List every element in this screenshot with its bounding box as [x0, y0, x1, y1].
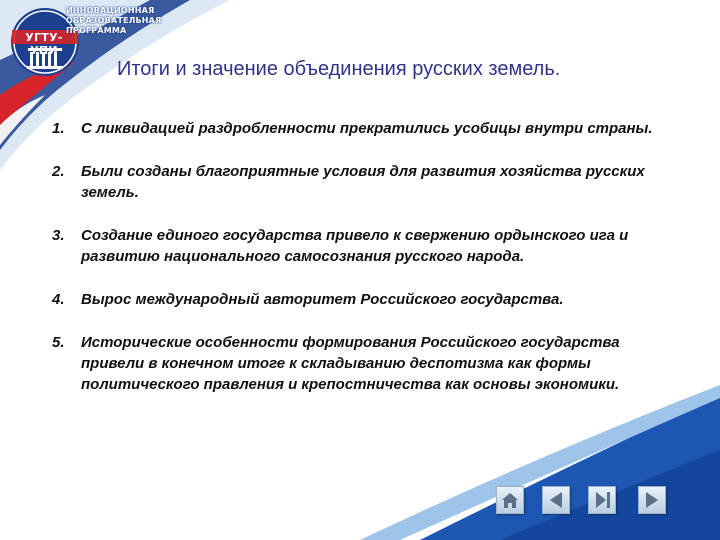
list-number: 5. — [52, 334, 65, 351]
list-number: 2. — [52, 163, 65, 180]
list-item — [52, 161, 672, 203]
list-number: 1. — [52, 120, 65, 137]
list-item — [52, 289, 672, 310]
previous-button[interactable] — [542, 486, 570, 514]
list-number: 3. — [52, 227, 65, 244]
list-item — [52, 332, 672, 395]
list-item — [52, 225, 672, 267]
list-text: Вырос международный авторитет Российского государства. — [81, 291, 564, 308]
home-button[interactable] — [496, 486, 524, 514]
logo-line-1: ИННОВАЦИОННАЯ — [66, 6, 155, 15]
logo-line-2: ОБРАЗОВАТЕЛЬНАЯ — [66, 16, 162, 25]
list-text: Были созданы благоприятные условия для развития хозяйства русских земель. — [81, 163, 645, 201]
last-slide-button[interactable] — [588, 486, 616, 514]
list-text: С ликвидацией раздробленности прекратились усобицы внутри страны. — [81, 120, 653, 137]
previous-icon — [543, 487, 569, 513]
next-button[interactable] — [638, 486, 666, 514]
slide-title: Итоги и значение объединения русских земель. — [117, 58, 561, 80]
home-icon — [497, 487, 523, 513]
list-item — [52, 118, 672, 139]
logo-line-3: ПРОГРАММА — [66, 26, 127, 35]
logo-brand: УГТУ-УПИ — [25, 31, 63, 57]
last-slide-icon — [589, 487, 615, 513]
next-icon — [639, 487, 665, 513]
list-text: Создание единого государства привело к свержению ордынского ига и развитию национального самосознания русского народа. — [81, 227, 629, 265]
results-list — [52, 118, 672, 417]
list-number: 4. — [52, 291, 65, 308]
list-text: Исторические особенности формирования Российского государства привели в конечном итоге к складыванию деспотизма как формы политического правления и крепостничества как основы экономики. — [81, 334, 620, 393]
